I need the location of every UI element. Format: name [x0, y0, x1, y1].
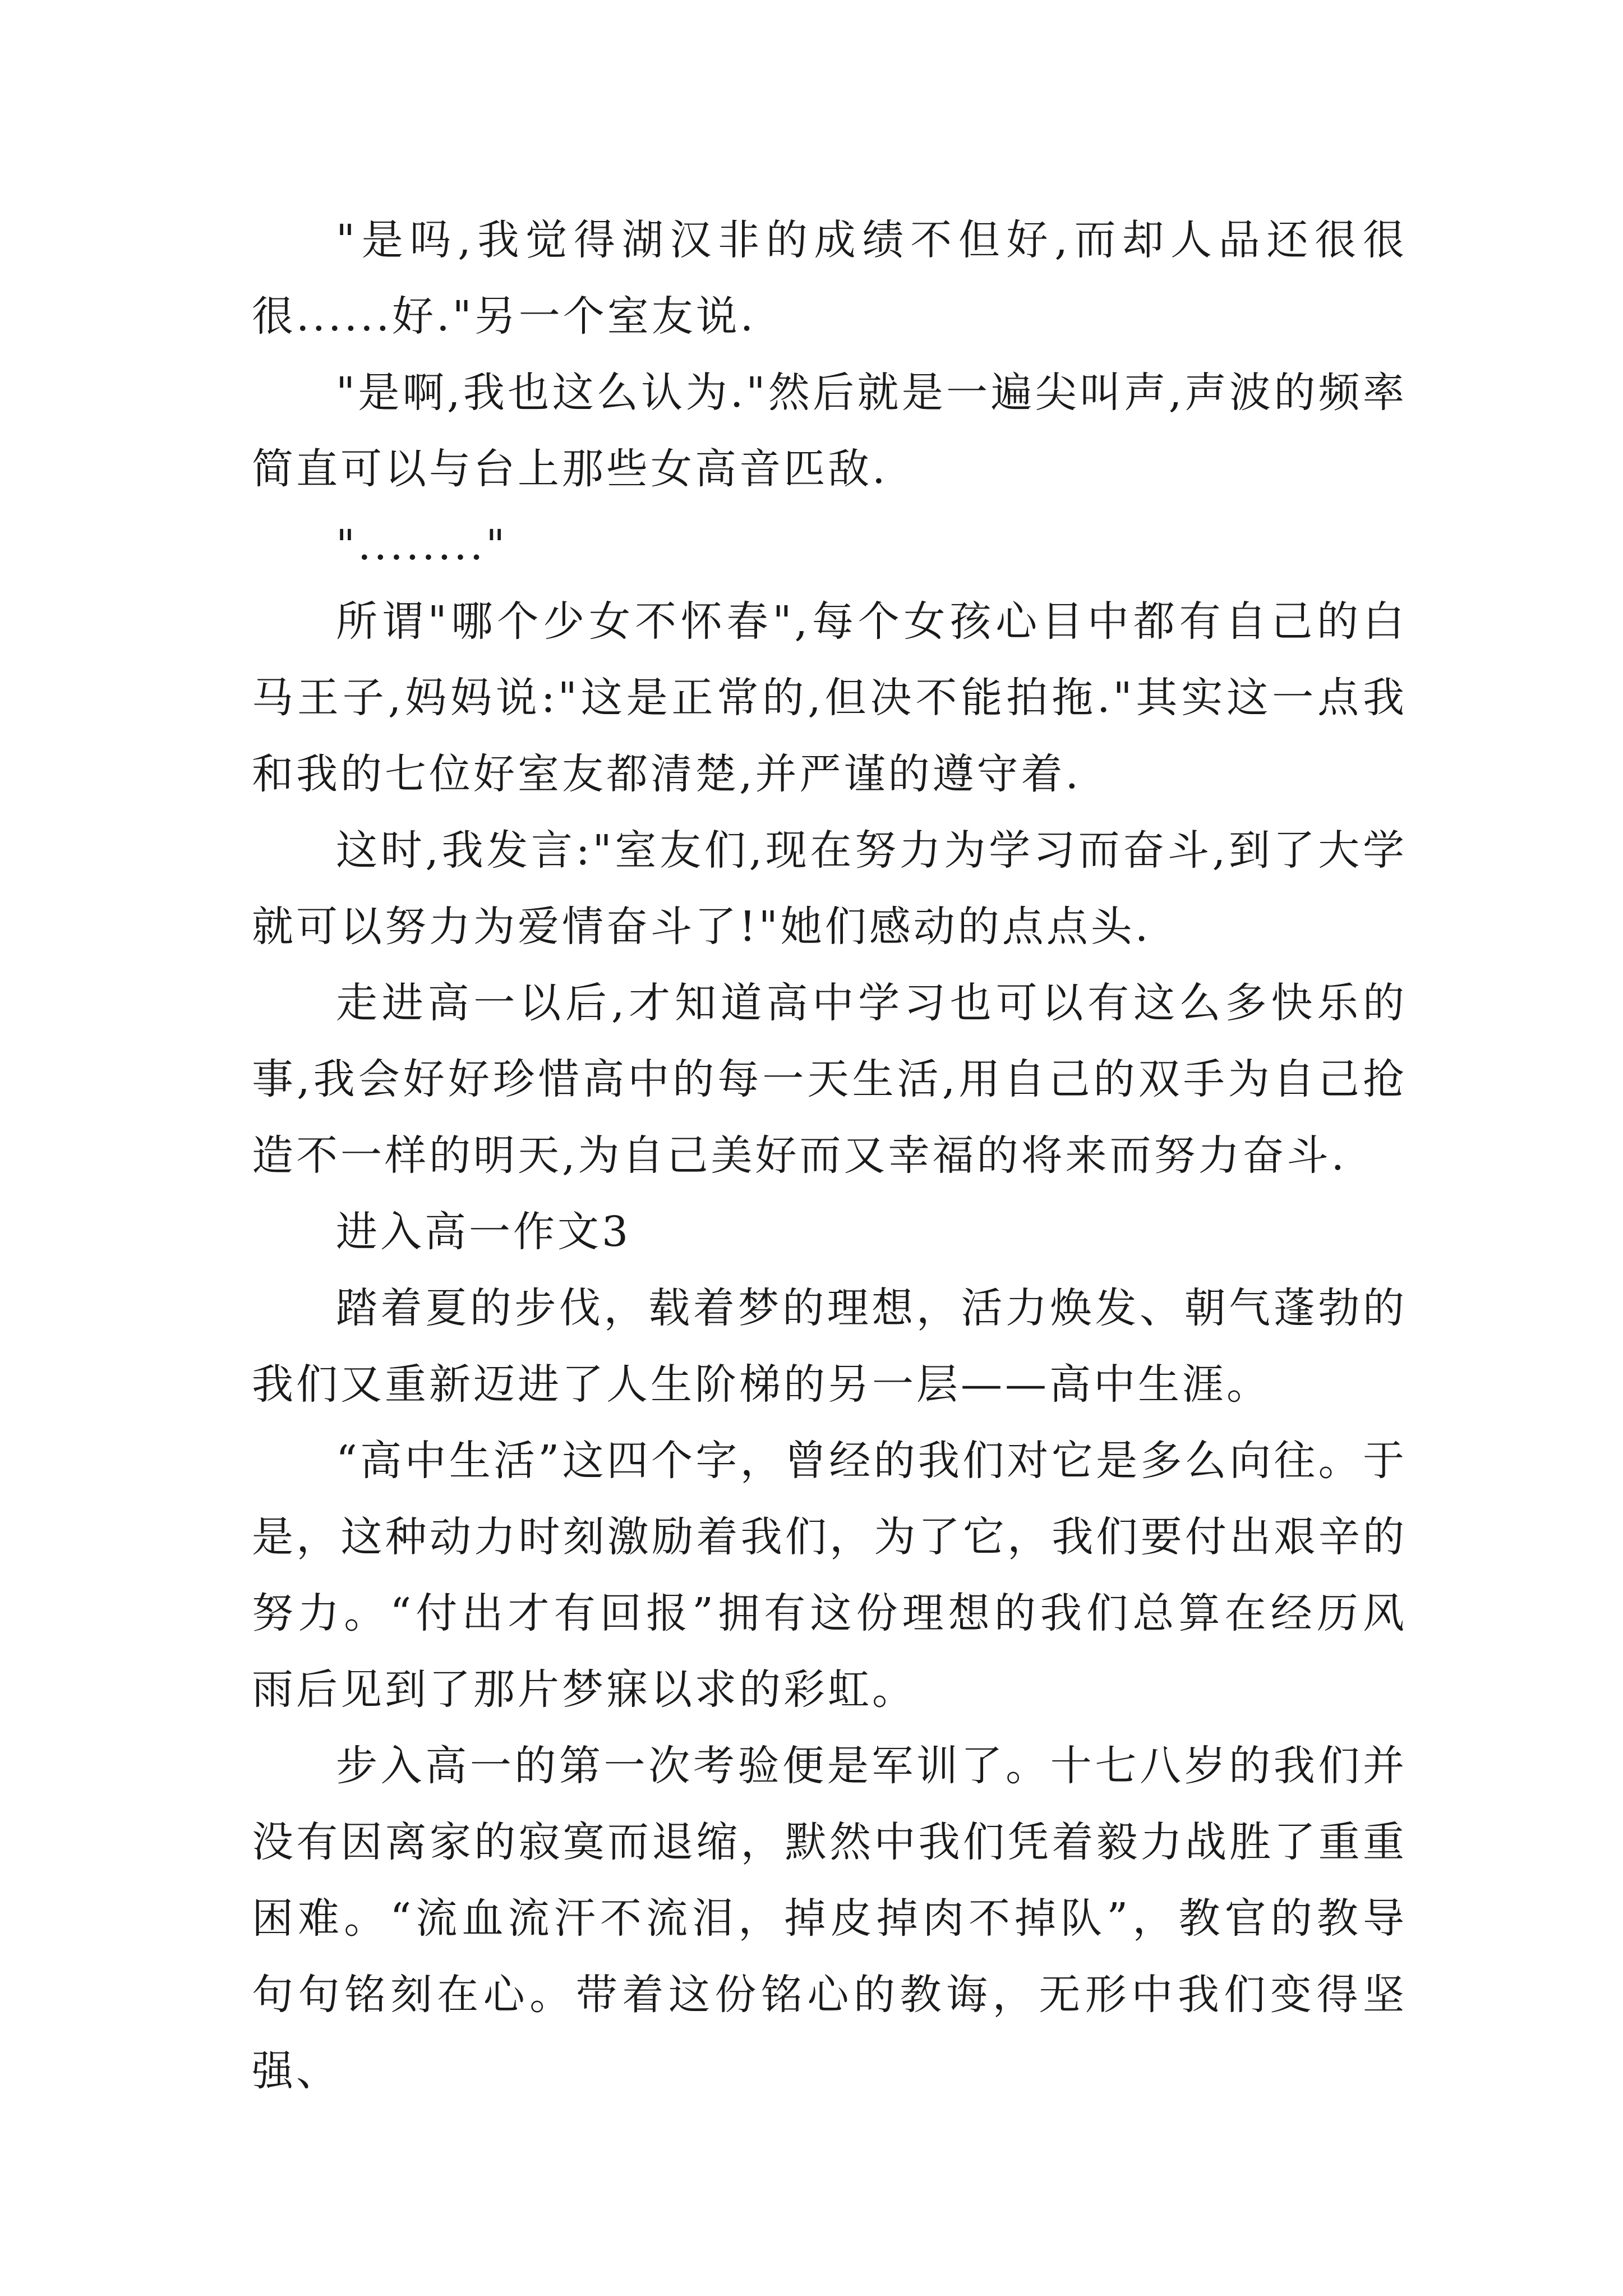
- section-heading: 进入高一作文3: [336, 1208, 631, 1256]
- paragraph-4: 所谓"哪个少女不怀春",每个女孩心目中都有自己的白马王子,妈妈说:"这是正常的,但决不能拍拖."其实这一点我和我的七位好室友都清楚,并严谨的遵守着.: [252, 597, 1407, 798]
- paragraph-8: “高中生活”这四个字，曾经的我们对它是多么向往。于是，这种动力时刻激励着我们，为了它，我们要付出艰辛的努力。“付出才有回报”拥有这份理想的我们总算在经历风雨后见到了那片梦寐以求的彩虹。: [252, 1437, 1407, 1714]
- paragraph-2: "是啊,我也这么认为."然后就是一遍尖叫声,声波的频率简直可以与台上那些女高音匹敌.: [252, 369, 1407, 493]
- paragraph-5: 这时,我发言:"室友们,现在努力为学习而奋斗,到了大学就可以努力为爱情奋斗了!"她们感动的点点头.: [252, 826, 1407, 951]
- paragraph-6: 走进高一以后,才知道高中学习也可以有这么多快乐的事,我会好好珍惜高中的每一天生活,用自己的双手为自己抢造不一样的明天,为自己美好而又幸福的将来而努力奋斗.: [252, 979, 1407, 1180]
- paragraph-1: "是吗,我觉得湖汉非的成绩不但好,而却人品还很很很......好."另一个室友说.: [252, 216, 1407, 341]
- paragraph-9: 步入高一的第一次考验便是军训了。十七八岁的我们并没有因离家的寂寞而退缩，默然中我们凭着毅力战胜了重重困难。“流血流汗不流泪，掉皮掉肉不掉队”，教官的教导句句铭刻在心。带着这份铭心的教诲，无形中我们变得坚强、: [252, 1742, 1407, 2095]
- paragraph-3: "........": [336, 521, 508, 569]
- document-body: [252, 202, 1407, 2109]
- paragraph-7: 踏着夏的步伐，载着梦的理想，活力焕发、朝气蓬勃的我们又重新迈进了人生阶梯的另一层——高中生涯。: [252, 1284, 1407, 1409]
